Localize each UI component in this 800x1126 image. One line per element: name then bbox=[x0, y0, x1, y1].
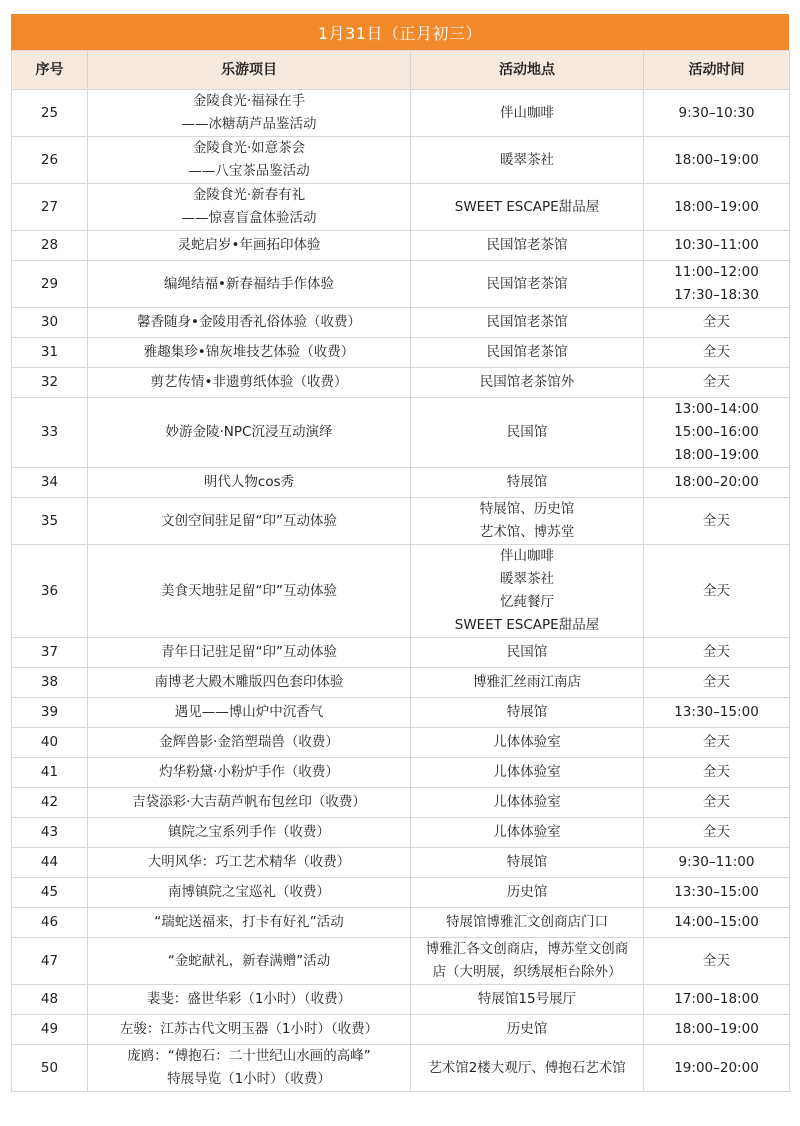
activity-location-line: 民国馆 bbox=[506, 424, 548, 440]
activity-time-line: 18:00–19:00 bbox=[674, 1021, 759, 1037]
activity-time-line: 11:00–12:00 bbox=[674, 264, 759, 280]
row-number: 27 bbox=[12, 184, 88, 231]
row-number: 28 bbox=[12, 231, 88, 261]
activity-name bbox=[88, 698, 411, 728]
table-row bbox=[12, 498, 790, 545]
activity-location bbox=[411, 261, 644, 308]
activity-name bbox=[88, 231, 411, 261]
activity-location bbox=[411, 545, 644, 638]
activity-location bbox=[411, 908, 644, 938]
activity-time-line: 18:00–19:00 bbox=[674, 151, 759, 168]
activity-time-line: 18:00–20:00 bbox=[674, 474, 759, 490]
activity-location-line: 民国馆老茶馆 bbox=[486, 275, 568, 292]
activity-name bbox=[88, 308, 411, 338]
activity-time bbox=[644, 338, 790, 368]
activity-name bbox=[88, 498, 411, 545]
activity-location bbox=[411, 788, 644, 818]
activity-name bbox=[88, 1045, 411, 1092]
activity-location-line: 特展馆15号展厅 bbox=[477, 991, 577, 1007]
activity-time-line: 全天 bbox=[703, 764, 730, 780]
activity-name bbox=[88, 368, 411, 398]
activity-time bbox=[644, 698, 790, 728]
activity-name-line: 南博镇院之宝巡礼（收费） bbox=[168, 884, 330, 900]
header-place: 活动地点 bbox=[411, 51, 644, 90]
activity-name-line: 明代人物cos秀 bbox=[203, 474, 295, 490]
activity-location-line: SWEET ESCAPE甜品屋 bbox=[454, 198, 600, 215]
activity-time-line: 14:00–15:00 bbox=[674, 914, 759, 930]
activity-name bbox=[88, 184, 411, 231]
activity-name-line: 裴斐：盛世华彩（1小时）（收费） bbox=[146, 991, 352, 1007]
activity-name-line: “金蛇献礼，新春满赠”活动 bbox=[167, 952, 331, 969]
table-row bbox=[12, 698, 790, 728]
activity-location-line: 民国馆老茶馆 bbox=[486, 237, 568, 253]
activity-location-line: 民国馆老茶馆 bbox=[486, 344, 568, 360]
activity-time-line: 全天 bbox=[703, 734, 730, 750]
activity-name-line: 南博老大殿木雕版四色套印体验 bbox=[154, 674, 344, 690]
activity-location bbox=[411, 137, 644, 184]
activity-name-line: 镇院之宝系列手作（收费） bbox=[168, 824, 330, 840]
row-number: 36 bbox=[12, 545, 88, 638]
table-row bbox=[12, 1015, 790, 1045]
row-number: 31 bbox=[12, 338, 88, 368]
activity-location-line: 忆莼餐厅 bbox=[500, 594, 554, 610]
activity-name bbox=[88, 818, 411, 848]
date-title bbox=[11, 14, 789, 50]
row-number: 30 bbox=[12, 308, 88, 338]
activity-location-line: SWEET ESCAPE甜品屋 bbox=[454, 617, 600, 633]
activity-name bbox=[88, 668, 411, 698]
activity-name bbox=[88, 848, 411, 878]
table-row bbox=[12, 308, 790, 338]
activity-time bbox=[644, 137, 790, 184]
activity-location bbox=[411, 638, 644, 668]
activity-location bbox=[411, 938, 644, 985]
activity-time-line: 13:30–15:00 bbox=[674, 704, 759, 720]
activity-time-line: 全天 bbox=[703, 794, 730, 810]
activity-time bbox=[644, 788, 790, 818]
activity-time-line: 10:30–11:00 bbox=[674, 237, 759, 253]
table-row bbox=[12, 908, 790, 938]
activity-time-line: 全天 bbox=[703, 952, 730, 969]
activity-location-line: 店（大明展，织绣展柜台除外） bbox=[432, 964, 622, 980]
activity-name-line: 青年日记驻足留“印”互动体验 bbox=[161, 644, 337, 660]
table-row bbox=[12, 184, 790, 231]
activity-time bbox=[644, 90, 790, 137]
row-number: 35 bbox=[12, 498, 88, 545]
activity-time-line: 全天 bbox=[703, 824, 730, 840]
schedule-table bbox=[11, 50, 790, 1092]
table-row bbox=[12, 818, 790, 848]
activity-location-line: 历史馆 bbox=[506, 1021, 548, 1037]
activity-location-line: 暖翠茶社 bbox=[500, 571, 554, 587]
activity-time-line: 9:30–11:00 bbox=[678, 854, 755, 870]
activity-location-line: 博雅汇各文创商店，博苏堂文创商 bbox=[425, 941, 629, 957]
activity-time bbox=[644, 728, 790, 758]
activity-name-line: 庞鸥：“傅抱石：二十世纪山水画的高峰” bbox=[127, 1048, 371, 1064]
activity-time bbox=[644, 878, 790, 908]
activity-time-line: 17:00–18:00 bbox=[674, 991, 759, 1007]
activity-location-line: 民国馆老茶馆外 bbox=[479, 374, 575, 390]
row-number: 25 bbox=[12, 90, 88, 137]
row-number: 41 bbox=[12, 758, 88, 788]
activity-time bbox=[644, 638, 790, 668]
row-number: 42 bbox=[12, 788, 88, 818]
activity-time-line: 9:30–10:30 bbox=[678, 104, 755, 121]
activity-name-line: 金陵食光·如意茶会 bbox=[192, 140, 306, 156]
activity-location-line: 儿体体验室 bbox=[493, 734, 561, 750]
row-number: 43 bbox=[12, 818, 88, 848]
table-row bbox=[12, 668, 790, 698]
activity-name bbox=[88, 90, 411, 137]
activity-time-line: 全天 bbox=[703, 674, 730, 690]
activity-location-line: 民国馆老茶馆 bbox=[486, 314, 568, 330]
table-row bbox=[12, 848, 790, 878]
activity-name-line: 妙游金陵·NPC沉浸互动演绎 bbox=[165, 424, 333, 440]
activity-time bbox=[644, 498, 790, 545]
activity-name bbox=[88, 638, 411, 668]
activity-time-line: 全天 bbox=[703, 374, 730, 390]
table-row bbox=[12, 137, 790, 184]
activity-name bbox=[88, 338, 411, 368]
activity-name bbox=[88, 261, 411, 308]
activity-location bbox=[411, 368, 644, 398]
activity-time bbox=[644, 668, 790, 698]
activity-location-line: 儿体体验室 bbox=[493, 764, 561, 780]
table-row bbox=[12, 261, 790, 308]
activity-location bbox=[411, 231, 644, 261]
activity-name bbox=[88, 878, 411, 908]
row-number: 37 bbox=[12, 638, 88, 668]
activity-location-line: 民国馆 bbox=[506, 644, 548, 660]
activity-time-line: 19:00–20:00 bbox=[674, 1059, 759, 1076]
activity-location-line: 特展馆 bbox=[506, 474, 548, 490]
activity-time bbox=[644, 1045, 790, 1092]
activity-location bbox=[411, 338, 644, 368]
activity-location-line: 暖翠茶社 bbox=[500, 151, 554, 168]
activity-location bbox=[411, 308, 644, 338]
header-row bbox=[12, 51, 790, 90]
table-row bbox=[12, 90, 790, 137]
activity-name-line: ——惊喜盲盒体验活动 bbox=[181, 210, 317, 226]
activity-location-line: 艺术馆、博苏堂 bbox=[479, 524, 575, 540]
activity-location-line: 伴山咖啡 bbox=[500, 104, 554, 121]
activity-time bbox=[644, 818, 790, 848]
table-row bbox=[12, 788, 790, 818]
table-row bbox=[12, 1045, 790, 1092]
activity-name-line: 左骏：江苏古代文明玉器（1小时）（收费） bbox=[119, 1021, 379, 1037]
header-no: 序号 bbox=[12, 51, 88, 90]
activity-time bbox=[644, 908, 790, 938]
row-number: 33 bbox=[12, 398, 88, 468]
activity-time bbox=[644, 985, 790, 1015]
activity-name bbox=[88, 788, 411, 818]
activity-location-line: 特展馆 bbox=[506, 704, 548, 720]
table-row bbox=[12, 985, 790, 1015]
activity-name-line: 剪艺传情•非遗剪纸体验（收费） bbox=[150, 374, 348, 390]
activity-time bbox=[644, 308, 790, 338]
header-time: 活动时间 bbox=[644, 51, 790, 90]
activity-name-line: 遇见——博山炉中沉香气 bbox=[174, 704, 324, 720]
activity-time bbox=[644, 468, 790, 498]
activity-location-line: 博雅汇丝雨江南店 bbox=[473, 674, 581, 690]
activity-name-line: 金辉兽影·金箔塑瑞兽（收费） bbox=[159, 734, 339, 750]
activity-location-line: 历史馆 bbox=[506, 884, 548, 900]
activity-location bbox=[411, 90, 644, 137]
table-row bbox=[12, 368, 790, 398]
activity-location bbox=[411, 398, 644, 468]
row-number: 29 bbox=[12, 261, 88, 308]
table-row bbox=[12, 398, 790, 468]
activity-location-line: 特展馆、历史馆 bbox=[479, 501, 575, 517]
activity-name-line: 金陵食光·新春有礼 bbox=[192, 187, 306, 203]
activity-time bbox=[644, 231, 790, 261]
activity-time bbox=[644, 938, 790, 985]
activity-name bbox=[88, 938, 411, 985]
activity-location-line: 艺术馆2楼大观厅、傅抱石艺术馆 bbox=[428, 1059, 626, 1076]
row-number: 50 bbox=[12, 1045, 88, 1092]
activity-location bbox=[411, 184, 644, 231]
activity-time bbox=[644, 261, 790, 308]
activity-location-line: 儿体体验室 bbox=[493, 794, 561, 810]
activity-name-line: 文创空间驻足留“印”互动体验 bbox=[161, 512, 337, 529]
activity-time-line: 全天 bbox=[703, 644, 730, 660]
activity-name-line: 特展导览（1小时）（收费） bbox=[167, 1071, 331, 1087]
row-number: 26 bbox=[12, 137, 88, 184]
activity-location-line: 特展馆 bbox=[506, 854, 548, 870]
activity-location-line: 伴山咖啡 bbox=[500, 548, 554, 564]
activity-location bbox=[411, 818, 644, 848]
activity-time-line: 全天 bbox=[703, 582, 730, 599]
activity-location-line: 特展馆博雅汇文创商店门口 bbox=[446, 914, 608, 930]
activity-name-line: 灵蛇启岁•年画拓印体验 bbox=[177, 237, 321, 253]
activity-location bbox=[411, 848, 644, 878]
activity-name bbox=[88, 137, 411, 184]
activity-time bbox=[644, 545, 790, 638]
activity-name-line: 美食天地驻足留“印”互动体验 bbox=[161, 582, 337, 599]
activity-name bbox=[88, 1015, 411, 1045]
row-number: 48 bbox=[12, 985, 88, 1015]
activity-location bbox=[411, 1015, 644, 1045]
date-title-text: 1月31日（正月初三） bbox=[317, 23, 483, 43]
table-row bbox=[12, 878, 790, 908]
row-number: 49 bbox=[12, 1015, 88, 1045]
activity-location bbox=[411, 985, 644, 1015]
activity-name bbox=[88, 398, 411, 468]
activity-time-line: 全天 bbox=[703, 344, 730, 360]
activity-name bbox=[88, 758, 411, 788]
table-row bbox=[12, 728, 790, 758]
activity-location bbox=[411, 468, 644, 498]
row-number: 34 bbox=[12, 468, 88, 498]
activity-location-line: 儿体体验室 bbox=[493, 824, 561, 840]
activity-location bbox=[411, 728, 644, 758]
activity-name-line: 金陵食光·福禄在手 bbox=[192, 93, 306, 109]
activity-time bbox=[644, 758, 790, 788]
header-item: 乐游项目 bbox=[88, 51, 411, 90]
activity-name bbox=[88, 545, 411, 638]
activity-location bbox=[411, 498, 644, 545]
row-number: 32 bbox=[12, 368, 88, 398]
activity-name bbox=[88, 468, 411, 498]
row-number: 44 bbox=[12, 848, 88, 878]
activity-location bbox=[411, 878, 644, 908]
activity-time bbox=[644, 848, 790, 878]
activity-name-line: 编绳结福•新春福结手作体验 bbox=[164, 275, 334, 292]
row-number: 47 bbox=[12, 938, 88, 985]
activity-name-line: 吉袋添彩·大吉葫芦帆布包丝印（收费） bbox=[132, 794, 366, 810]
activity-location bbox=[411, 668, 644, 698]
activity-location bbox=[411, 758, 644, 788]
activity-name-line: 灼华粉黛·小粉炉手作（收费） bbox=[159, 764, 339, 780]
activity-name bbox=[88, 985, 411, 1015]
activity-time bbox=[644, 1015, 790, 1045]
activity-name-line: “瑞蛇送福来，打卡有好礼”活动 bbox=[154, 914, 344, 930]
row-number: 45 bbox=[12, 878, 88, 908]
row-number: 40 bbox=[12, 728, 88, 758]
activity-time-line: 全天 bbox=[703, 314, 730, 330]
table-row bbox=[12, 231, 790, 261]
activity-time bbox=[644, 368, 790, 398]
activity-time bbox=[644, 398, 790, 468]
activity-name-line: 大明风华：巧工艺术精华（收费） bbox=[147, 854, 351, 870]
table-row bbox=[12, 938, 790, 985]
table-row bbox=[12, 468, 790, 498]
activity-location bbox=[411, 1045, 644, 1092]
table-row bbox=[12, 758, 790, 788]
activity-location bbox=[411, 698, 644, 728]
activity-time-line: 18:00–19:00 bbox=[674, 198, 759, 215]
activity-time bbox=[644, 184, 790, 231]
activity-name-line: ——冰糖葫芦品鉴活动 bbox=[181, 116, 317, 132]
activity-name-line: 雅趣集珍•锦灰堆技艺体验（收费） bbox=[143, 344, 355, 360]
activity-name bbox=[88, 908, 411, 938]
activity-name-line: ——八宝茶品鉴活动 bbox=[188, 163, 310, 179]
table-row bbox=[12, 545, 790, 638]
activity-time-line: 全天 bbox=[703, 512, 730, 529]
row-number: 38 bbox=[12, 668, 88, 698]
row-number: 46 bbox=[12, 908, 88, 938]
row-number: 39 bbox=[12, 698, 88, 728]
table-row bbox=[12, 638, 790, 668]
activity-name bbox=[88, 728, 411, 758]
activity-time-line: 13:30–15:00 bbox=[674, 884, 759, 900]
activity-time-line: 13:00–14:00 bbox=[674, 401, 759, 417]
activity-time-line: 18:00–19:00 bbox=[674, 447, 759, 463]
schedule-sheet bbox=[11, 14, 789, 1092]
table-row bbox=[12, 338, 790, 368]
activity-time-line: 15:00–16:00 bbox=[674, 424, 759, 440]
activity-time-line: 17:30–18:30 bbox=[674, 287, 759, 303]
activity-name-line: 馨香随身•金陵用香礼俗体验（收费） bbox=[137, 314, 361, 330]
